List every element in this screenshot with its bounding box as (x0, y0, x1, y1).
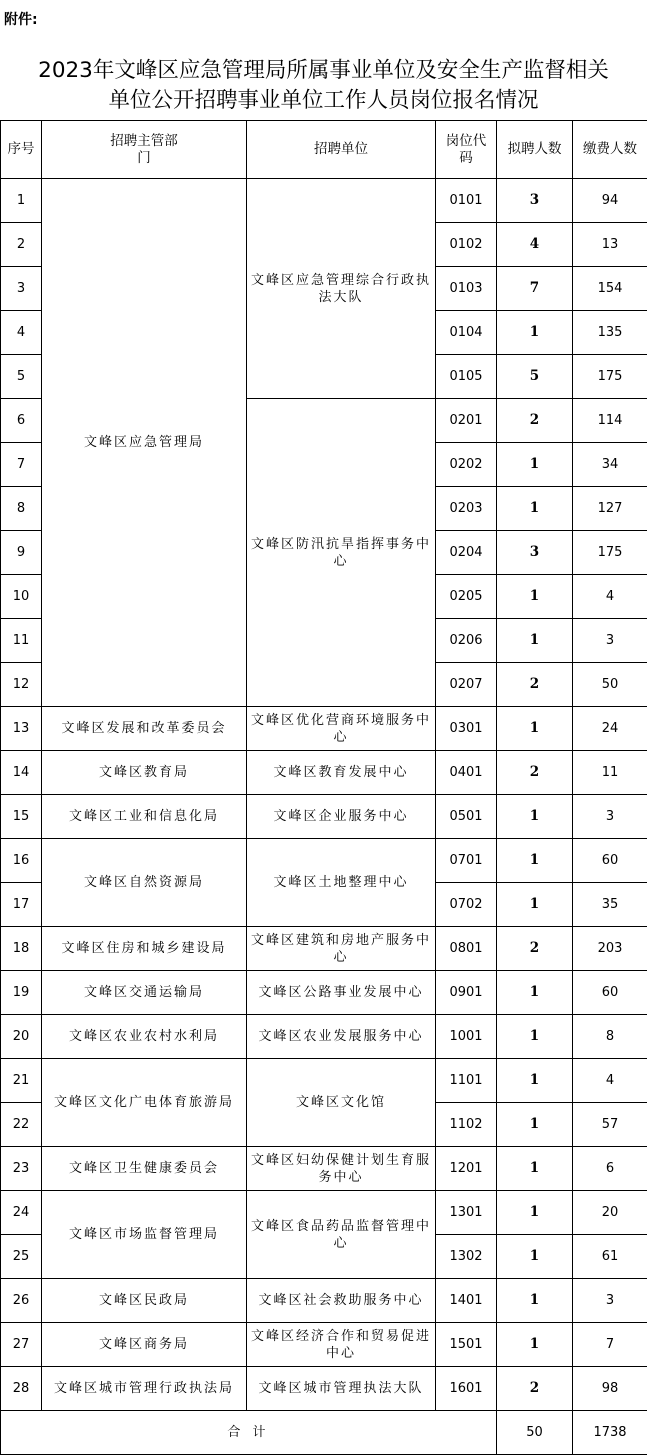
paid-cell: 11 (573, 751, 647, 795)
paid-cell: 127 (573, 487, 647, 531)
unit-cell (247, 1323, 436, 1367)
plan-cell: 7 (497, 267, 573, 311)
unit-cell (247, 1191, 436, 1279)
header-dept (42, 121, 247, 179)
paid-cell: 4 (573, 1059, 647, 1103)
unit-label: 文峰区公路事业发展中心 (258, 985, 424, 1000)
plan-cell: 1 (497, 1323, 573, 1367)
dept-cell: 文峰区城市管理行政执法局 (42, 1367, 247, 1411)
unit-cell (247, 927, 436, 971)
unit-cell (247, 1279, 436, 1323)
paid-cell: 114 (573, 399, 647, 443)
paid-cell: 203 (573, 927, 647, 971)
table-row (1, 1279, 647, 1323)
plan-cell: 5 (497, 355, 573, 399)
total-label: 合 计 (1, 1411, 497, 1455)
dept-cell: 文峰区市场监督管理局 (42, 1191, 247, 1279)
table-row (1, 927, 647, 971)
code-cell: 0102 (436, 223, 497, 267)
paid-cell: 3 (573, 795, 647, 839)
unit-label: 文峰区防汛抗旱指挥事务中心 (251, 536, 432, 569)
unit-cell (247, 751, 436, 795)
code-cell: 1401 (436, 1279, 497, 1323)
seq-cell: 9 (1, 531, 42, 575)
code-cell: 0105 (436, 355, 497, 399)
seq-cell: 5 (1, 355, 42, 399)
dept-cell: 文峰区教育局 (42, 751, 247, 795)
unit-cell (247, 1015, 436, 1059)
unit-cell (247, 399, 436, 707)
paid-cell: 35 (573, 883, 647, 927)
plan-cell: 1 (497, 1103, 573, 1147)
plan-cell: 1 (497, 707, 573, 751)
header-plan: 拟聘人数 (497, 121, 573, 179)
plan-cell: 2 (497, 663, 573, 707)
unit-label: 文峰区教育发展中心 (273, 765, 409, 780)
dept-cell: 文峰区应急管理局 (42, 179, 247, 707)
unit-cell (247, 707, 436, 751)
code-cell: 0702 (436, 883, 497, 927)
unit-label: 文峰区农业发展服务中心 (258, 1029, 424, 1044)
code-cell: 1001 (436, 1015, 497, 1059)
unit-label: 文峰区妇幼保健计划生育服务中心 (251, 1152, 432, 1185)
plan-cell: 1 (497, 795, 573, 839)
table-row (1, 1147, 647, 1191)
plan-cell: 1 (497, 619, 573, 663)
seq-cell: 17 (1, 883, 42, 927)
plan-cell: 1 (497, 883, 573, 927)
table-row (1, 1323, 647, 1367)
code-cell: 0103 (436, 267, 497, 311)
unit-label: 文峰区食品药品监督管理中心 (251, 1218, 432, 1251)
code-cell: 1101 (436, 1059, 497, 1103)
table-row (1, 1191, 647, 1235)
plan-cell: 1 (497, 443, 573, 487)
seq-cell: 7 (1, 443, 42, 487)
seq-cell: 11 (1, 619, 42, 663)
table-row (1, 1367, 647, 1411)
dept-cell: 文峰区民政局 (42, 1279, 247, 1323)
paid-cell: 94 (573, 179, 647, 223)
registration-table (0, 120, 647, 1455)
code-cell: 0201 (436, 399, 497, 443)
code-cell: 0202 (436, 443, 497, 487)
dept-cell: 文峰区商务局 (42, 1323, 247, 1367)
attachment-label: 附件: (4, 12, 38, 28)
seq-cell: 23 (1, 1147, 42, 1191)
header-code (436, 121, 497, 179)
unit-label: 文峰区优化营商环境服务中心 (251, 712, 432, 745)
code-cell: 0101 (436, 179, 497, 223)
table-row (1, 179, 647, 223)
total-paid: 1738 (573, 1411, 647, 1455)
paid-cell: 50 (573, 663, 647, 707)
code-cell: 1302 (436, 1235, 497, 1279)
code-cell: 0801 (436, 927, 497, 971)
plan-cell: 1 (497, 487, 573, 531)
title-line-1: 2023年文峰区应急管理局所属事业单位及安全生产监督相关 (38, 58, 609, 83)
paid-cell: 13 (573, 223, 647, 267)
seq-cell: 19 (1, 971, 42, 1015)
unit-label: 文峰区社会救助服务中心 (258, 1293, 424, 1308)
plan-cell: 1 (497, 1279, 573, 1323)
unit-label: 文峰区经济合作和贸易促进中心 (251, 1328, 432, 1361)
table-row (1, 707, 647, 751)
code-cell: 0206 (436, 619, 497, 663)
header-dept-label: 招聘主管部门 (110, 132, 178, 166)
header-paid: 缴费人数 (573, 121, 647, 179)
code-cell: 1201 (436, 1147, 497, 1191)
seq-cell: 28 (1, 1367, 42, 1411)
title-line-2: 单位公开招聘事业单位工作人员岗位报名情况 (108, 88, 539, 113)
paid-cell: 4 (573, 575, 647, 619)
plan-cell: 2 (497, 399, 573, 443)
code-cell: 0203 (436, 487, 497, 531)
seq-cell: 27 (1, 1323, 42, 1367)
unit-label: 文峰区土地整理中心 (273, 875, 409, 890)
seq-cell: 13 (1, 707, 42, 751)
table-row (1, 1059, 647, 1103)
plan-cell: 4 (497, 223, 573, 267)
seq-cell: 14 (1, 751, 42, 795)
seq-cell: 8 (1, 487, 42, 531)
dept-cell: 文峰区工业和信息化局 (42, 795, 247, 839)
unit-cell (247, 1367, 436, 1411)
plan-cell: 3 (497, 531, 573, 575)
paid-cell: 61 (573, 1235, 647, 1279)
paid-cell: 34 (573, 443, 647, 487)
plan-cell: 1 (497, 1191, 573, 1235)
plan-cell: 2 (497, 927, 573, 971)
code-cell: 1301 (436, 1191, 497, 1235)
plan-cell: 1 (497, 839, 573, 883)
code-cell: 0104 (436, 311, 497, 355)
dept-cell: 文峰区发展和改革委员会 (42, 707, 247, 751)
paid-cell: 8 (573, 1015, 647, 1059)
unit-cell (247, 971, 436, 1015)
total-plan: 50 (497, 1411, 573, 1455)
unit-label: 文峰区城市管理执法大队 (258, 1381, 424, 1396)
unit-label: 文峰区文化馆 (295, 1095, 386, 1110)
dept-cell: 文峰区住房和城乡建设局 (42, 927, 247, 971)
paid-cell: 57 (573, 1103, 647, 1147)
code-cell: 0204 (436, 531, 497, 575)
seq-cell: 25 (1, 1235, 42, 1279)
paid-cell: 135 (573, 311, 647, 355)
code-cell: 1102 (436, 1103, 497, 1147)
seq-cell: 18 (1, 927, 42, 971)
seq-cell: 2 (1, 223, 42, 267)
plan-cell: 1 (497, 1059, 573, 1103)
plan-cell: 2 (497, 1367, 573, 1411)
plan-cell: 2 (497, 751, 573, 795)
unit-cell (247, 179, 436, 399)
table-row (1, 839, 647, 883)
code-cell: 0501 (436, 795, 497, 839)
code-cell: 1601 (436, 1367, 497, 1411)
code-cell: 0901 (436, 971, 497, 1015)
code-cell: 0701 (436, 839, 497, 883)
code-cell: 0401 (436, 751, 497, 795)
unit-label: 文峰区应急管理综合行政执法大队 (251, 272, 432, 305)
seq-cell: 22 (1, 1103, 42, 1147)
seq-cell: 16 (1, 839, 42, 883)
dept-cell: 文峰区文化广电体育旅游局 (42, 1059, 247, 1147)
table-row (1, 751, 647, 795)
seq-cell: 21 (1, 1059, 42, 1103)
dept-cell: 文峰区卫生健康委员会 (42, 1147, 247, 1191)
dept-cell: 文峰区自然资源局 (42, 839, 247, 927)
seq-cell: 3 (1, 267, 42, 311)
plan-cell: 1 (497, 1147, 573, 1191)
code-cell: 0205 (436, 575, 497, 619)
dept-cell: 文峰区农业农村水利局 (42, 1015, 247, 1059)
plan-cell: 1 (497, 971, 573, 1015)
header-code-label: 岗位代码 (445, 132, 487, 166)
seq-cell: 12 (1, 663, 42, 707)
seq-cell: 24 (1, 1191, 42, 1235)
plan-cell: 1 (497, 1015, 573, 1059)
paid-cell: 20 (573, 1191, 647, 1235)
paid-cell: 98 (573, 1367, 647, 1411)
plan-cell: 1 (497, 575, 573, 619)
paid-cell: 60 (573, 839, 647, 883)
seq-cell: 20 (1, 1015, 42, 1059)
plan-cell: 1 (497, 311, 573, 355)
code-cell: 0207 (436, 663, 497, 707)
header-seq: 序号 (1, 121, 42, 179)
seq-cell: 1 (1, 179, 42, 223)
seq-cell: 10 (1, 575, 42, 619)
code-cell: 0301 (436, 707, 497, 751)
plan-cell: 3 (497, 179, 573, 223)
plan-cell: 1 (497, 1235, 573, 1279)
paid-cell: 3 (573, 1279, 647, 1323)
paid-cell: 175 (573, 355, 647, 399)
paid-cell: 24 (573, 707, 647, 751)
dept-cell: 文峰区交通运输局 (42, 971, 247, 1015)
table-row (1, 971, 647, 1015)
total-row (1, 1411, 647, 1455)
header-unit: 招聘单位 (247, 121, 436, 179)
paid-cell: 154 (573, 267, 647, 311)
paid-cell: 7 (573, 1323, 647, 1367)
paid-cell: 6 (573, 1147, 647, 1191)
table-row (1, 795, 647, 839)
paid-cell: 60 (573, 971, 647, 1015)
unit-cell (247, 1147, 436, 1191)
unit-cell (247, 1059, 436, 1147)
unit-label: 文峰区企业服务中心 (273, 809, 409, 824)
seq-cell: 6 (1, 399, 42, 443)
paid-cell: 3 (573, 619, 647, 663)
document-title (0, 56, 647, 116)
unit-label: 文峰区建筑和房地产服务中心 (251, 932, 432, 965)
code-cell: 1501 (436, 1323, 497, 1367)
header-row (1, 121, 647, 179)
unit-cell (247, 795, 436, 839)
unit-cell (247, 839, 436, 927)
paid-cell: 175 (573, 531, 647, 575)
seq-cell: 26 (1, 1279, 42, 1323)
seq-cell: 4 (1, 311, 42, 355)
seq-cell: 15 (1, 795, 42, 839)
table-row (1, 1015, 647, 1059)
